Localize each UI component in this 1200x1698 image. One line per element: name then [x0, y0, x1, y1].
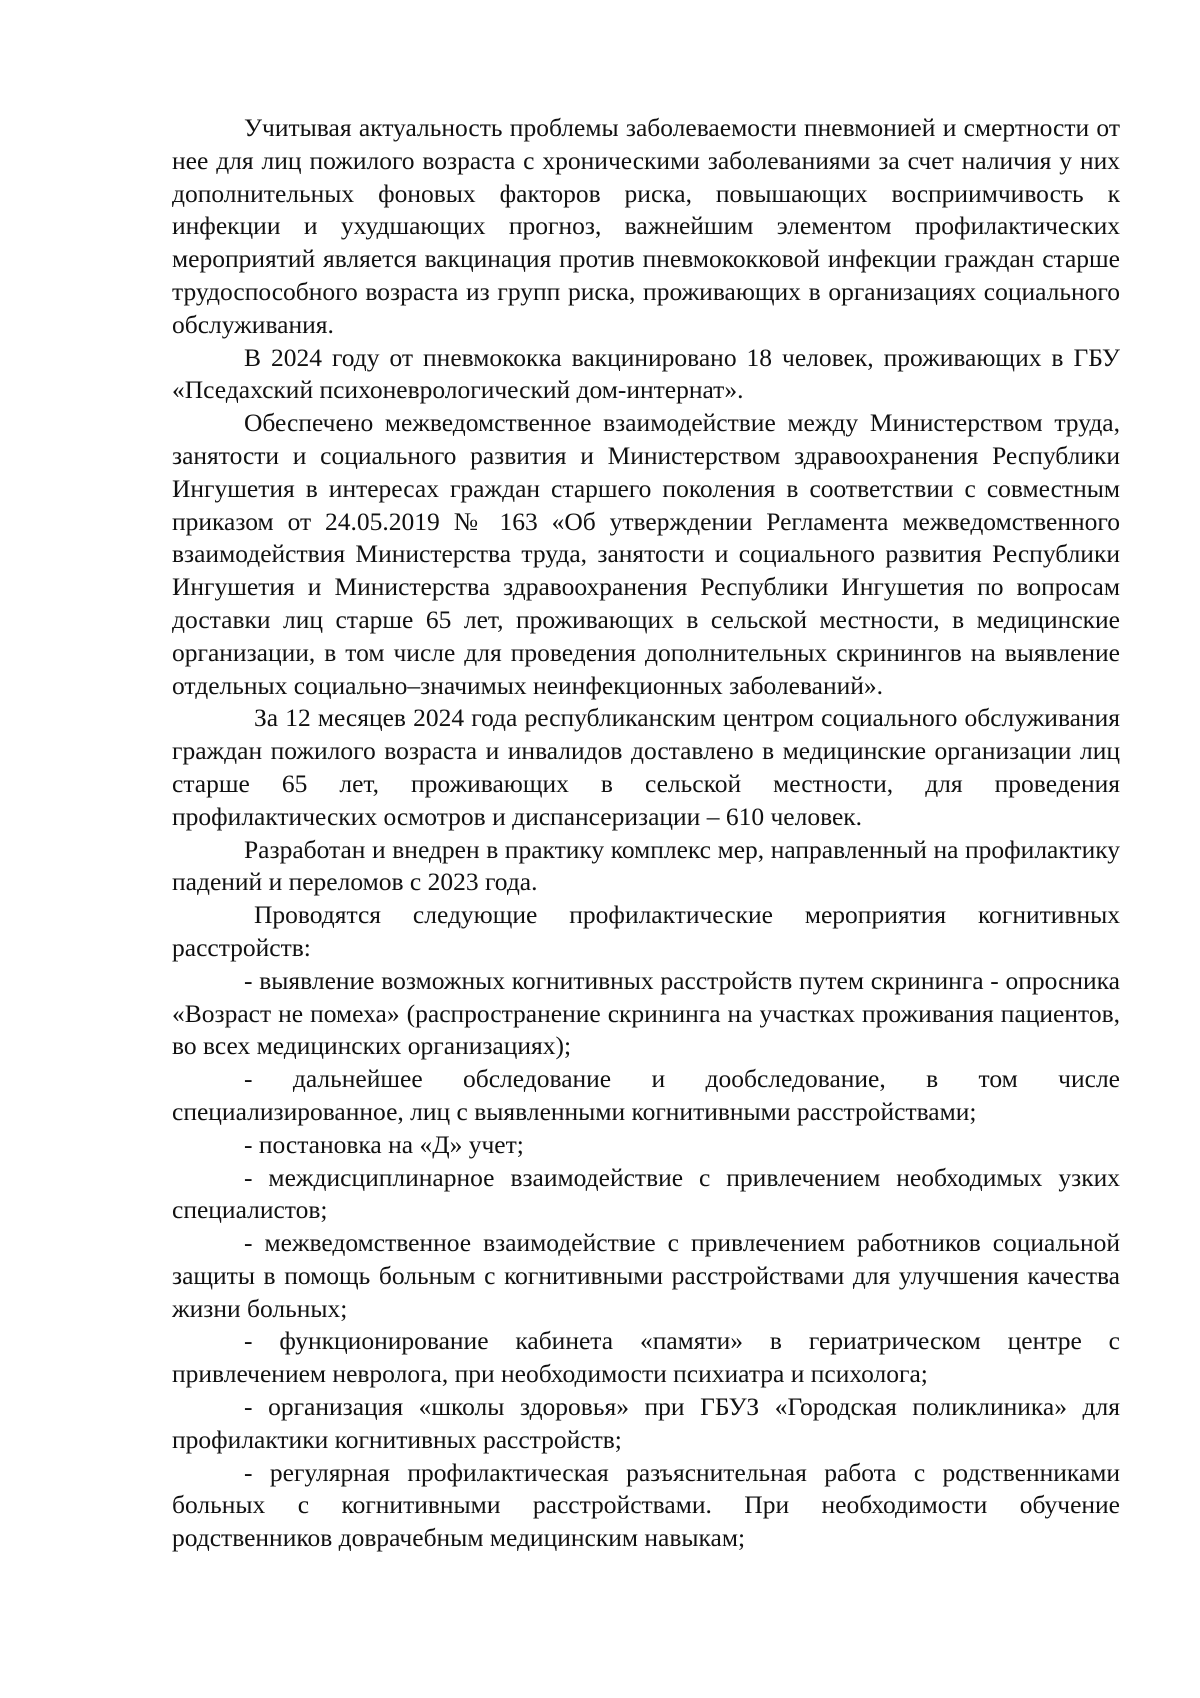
paragraph-delivery-statistics: За 12 месяцев 2024 года республиканским центром социального обслуживания граждан пожилого возраста и инвалидов доставлено в медицинские организации лиц старше 65 лет, проживающих в сельской местности, для проведения профилактических осмотров и диспансеризации – 610 человек.	[172, 703, 1120, 831]
list-item-screening: - выявление возможных когнитивных расстройств путем скрининга - опросника «Возраст не помеха» (распространение скрининга на участках проживания пациентов, во всех медицинских организациях);	[172, 965, 1120, 1061]
list-item-social-protection-cooperation: - межведомственное взаимодействие с привлечением работников социальной защиты в помощь больным с когнитивными расстройствами для улучшения качества жизни больных;	[172, 1228, 1120, 1323]
paragraph-vaccinated-count: В 2024 году от пневмококка вакцинировано 18 человек, проживающих в ГБУ «Пседахский психоневрологический дом-интернат».	[172, 342, 1120, 405]
list-item-health-school: - организация «школы здоровья» при ГБУЗ «Городская поликлиника» для профилактики когнитивных расстройств;	[172, 1392, 1120, 1454]
list-item-dispensary-registration: - постановка на «Д» учет;	[244, 1129, 524, 1159]
list-item-relatives-outreach: - регулярная профилактическая разъяснительная работа с родственниками больных с когнитивными расстройствами. При необходимости обучение родственников доврачебным медицинским навыкам;	[172, 1457, 1120, 1553]
paragraph-fall-prevention: Разработан и внедрен в практику комплекс мер, направленный на профилактику падений и переломов с 2023 года.	[172, 834, 1120, 897]
list-item-interdisciplinary-cooperation: - междисциплинарное взаимодействие с привлечением необходимых узких специалистов;	[172, 1162, 1120, 1225]
list-item-further-examination: - дальнейшее обследование и дообследование, в том числе специализированное, лиц с выявленными когнитивными расстройствами;	[172, 1064, 1120, 1126]
document-body	[172, 112, 1120, 1555]
list-item-memory-office: - функционирование кабинета «памяти» в гериатрическом центре с привлечением невролога, при необходимости психиатра и психолога;	[172, 1326, 1120, 1389]
paragraph-pneumonia-vaccination: Учитывая актуальность проблемы заболеваемости пневмонией и смертности от нее для лиц пожилого возраста с хроническими заболеваниями за счет наличия у них дополнительных фоновых факторов риска, повышающих восприимчивость к инфекции и ухудшающих прогноз, важнейшим элементом профилактических мероприятий является вакцинация против пневмококковой инфекции граждан старше трудоспособного возраста из групп риска, проживающих в организациях социального обслуживания.	[172, 113, 1120, 339]
paragraph-interagency-cooperation: Обеспечено межведомственное взаимодействие между Министерством труда, занятости и социального развития и Министерством здравоохранения Республики Ингушетия в интересах граждан старшего поколения в соответствии с совместным приказом от 24.05.2019 № 163 «Об утверждении Регламента межведомственного взаимодействия Министерства труда, занятости и социального развития Республики Ингушетия и Министерства здравоохранения Республики Ингушетия по вопросам доставки лиц старше 65 лет, проживающих в сельской местности, в медицинские организации, в том числе для проведения дополнительных скринингов на выявление отдельных социально–значимых неинфекционных заболеваний».	[172, 408, 1120, 700]
paragraph-cognitive-measures-intro: Проводятся следующие профилактические мероприятия когнитивных расстройств:	[172, 900, 1120, 962]
